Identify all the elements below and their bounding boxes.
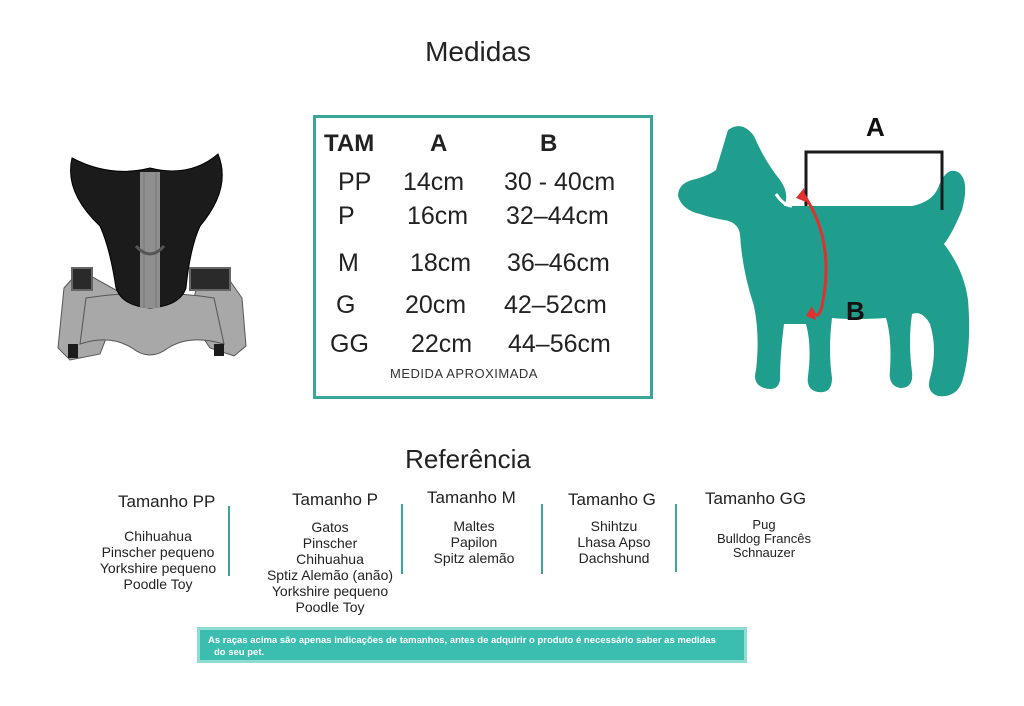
- reference-list-pp: [88, 528, 228, 592]
- size-label: PP: [338, 168, 372, 196]
- breed-item: Pinscher: [302, 535, 358, 551]
- table-header-size: TAM: [324, 130, 375, 157]
- dog-measurement-diagram: [672, 110, 982, 405]
- table-header-b: B: [540, 130, 558, 157]
- breed-item: Poodle Toy: [123, 576, 193, 592]
- approximate-note: MEDIDA APROXIMADA: [390, 366, 538, 381]
- reference-list-gg: [710, 518, 818, 560]
- breed-item: Poodle Toy: [295, 599, 365, 615]
- label-b: B: [846, 296, 865, 326]
- reference-heading-pp: Tamanho PP: [118, 492, 216, 511]
- reference-list-g: [560, 518, 668, 566]
- breed-item: Pinscher pequeno: [101, 544, 215, 560]
- breed-item: Yorkshire pequeno: [271, 583, 389, 599]
- size-label: P: [338, 202, 355, 230]
- reference-heading-m: Tamanho M: [427, 488, 516, 507]
- label-a: A: [866, 112, 885, 142]
- disclaimer-banner: [197, 627, 747, 663]
- reference-title: Referência: [405, 444, 531, 474]
- measure-a: 18cm: [410, 249, 472, 277]
- measure-a: 14cm: [403, 168, 465, 196]
- breed-item: Sptiz Alemão (anão): [266, 567, 394, 583]
- breed-item: Chihuahua: [124, 528, 192, 544]
- disclaimer-line: As raças acima são apenas indicações de tamanhos, antes de adquirir o produto é necessário saber as medidas: [208, 635, 716, 646]
- breed-item: Lhasa Apso: [577, 534, 651, 550]
- harness-image: [50, 148, 250, 370]
- table-header-a: A: [430, 130, 448, 157]
- breed-item: Gatos: [311, 519, 349, 535]
- breed-item: Chihuahua: [296, 551, 364, 567]
- measure-b: 36–46cm: [507, 249, 610, 277]
- breed-item: Spitz alemão: [433, 550, 515, 566]
- measure-a: 22cm: [411, 330, 473, 358]
- disclaimer-line: do seu pet.: [214, 647, 265, 658]
- breed-item: Yorkshire pequeno: [99, 560, 217, 576]
- breed-item: Bulldog Francês: [717, 531, 811, 546]
- divider: [228, 506, 230, 576]
- reference-list-p: [262, 519, 398, 615]
- size-label: GG: [330, 330, 369, 358]
- breed-item: Maltes: [453, 518, 495, 534]
- page-title: Medidas: [425, 36, 531, 67]
- measure-b: 32–44cm: [506, 202, 609, 230]
- measure-a: 16cm: [407, 202, 469, 230]
- breed-item: Papilon: [450, 534, 498, 550]
- measure-b: 30 - 40cm: [504, 168, 616, 196]
- measure-a: 20cm: [405, 291, 467, 319]
- breed-item: Schnauzer: [732, 545, 796, 560]
- divider: [401, 504, 403, 574]
- reference-heading-g: Tamanho G: [568, 490, 656, 509]
- breed-item: Pug: [752, 517, 776, 532]
- reference-list-m: [420, 518, 528, 566]
- measure-b: 44–56cm: [508, 330, 611, 358]
- divider: [541, 504, 543, 574]
- size-label: M: [338, 249, 359, 277]
- breed-item: Shihtzu: [590, 518, 638, 534]
- breed-item: Dachshund: [578, 550, 650, 566]
- reference-heading-p: Tamanho P: [292, 490, 378, 509]
- divider: [675, 504, 677, 572]
- size-label: G: [336, 291, 356, 319]
- measure-b: 42–52cm: [504, 291, 607, 319]
- reference-heading-gg: Tamanho GG: [705, 489, 807, 508]
